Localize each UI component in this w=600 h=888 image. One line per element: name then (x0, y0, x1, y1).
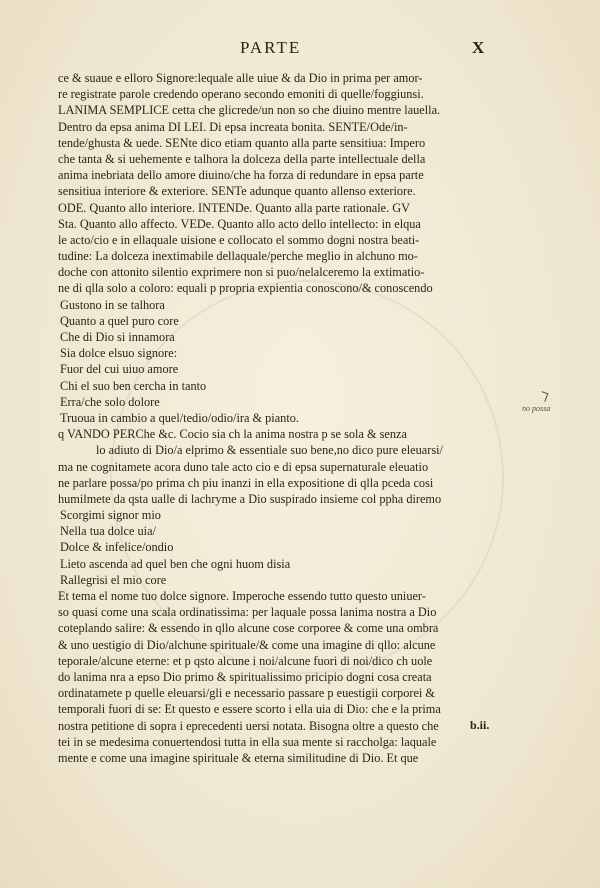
text-line: re registrate parole credendo operano secondo emoniti di quelle/foggiunsi. (58, 87, 424, 102)
text-line: & uno uestigio di Dio/alchune spirituale/& come una imagine di qllo: alcune (58, 637, 436, 652)
text-line: LANIMA SEMPLICE cetta che glicrede/un non so che diuino mentre lauella. (58, 103, 441, 118)
text-line: ce & suaue e elloro Signore:lequale alle uiue & da Dio in prima per amor- (58, 71, 423, 85)
verse-line: Che di Dio si innamora (60, 330, 175, 344)
verse-line: Gustono in se talhora (60, 297, 165, 312)
verse-line: Sia dolce elsuo signore: (60, 346, 178, 361)
text-line: ODE. Quanto allo interiore. INTENDe. Quanto alla parte rationale. GV (58, 200, 411, 215)
text-line: le acto/cio e in ellaquale uisione e collocato el sommo dogni nostra beati- (58, 232, 420, 247)
text-line: lo adiuto di Dio/a elprimo & essentiale suo bene,no dico pure eleuarsi/ (96, 443, 443, 458)
verse-line: Quanto a quel puro core (60, 313, 179, 328)
text-line: ma ne cognitamete acora duno tale acto cio e di epsa supernaturale eleuatio (58, 459, 429, 474)
text-line: Et tema el nome tuo dolce signore. Imperoche essendo tutto questo uniuer- (58, 589, 426, 603)
margin-note: no possa (522, 404, 551, 413)
verse-line: Nella tua dolce uia/ (60, 524, 156, 539)
marginal-ink-mark (539, 391, 549, 402)
verse-line: Scorgimi signor mio (60, 508, 161, 523)
verse-line: Truoua in cambio a quel/tedio/odio/ira & pianto. (60, 410, 299, 425)
text-line: ordinatamete p quelle eleuarsi/gli e necessario passare p euestigii corporei & (58, 686, 435, 701)
page-title: PARTE (240, 38, 302, 57)
text-line: do lanima nra a epso Dio primo & spiritualissimo pricipio dogni cosa creata (58, 669, 432, 684)
verse-line: Erra/che solo dolore (60, 394, 160, 409)
text-line: doche con attonito silentio exprimere non si puo/nelalceremo la extimatio- (58, 265, 425, 280)
text-line: tei in se medesima conuertendosi tutta in ella sua mente si raccholga: laquale (58, 734, 437, 749)
text-line: ne di qlla solo a coloro: equali p propria expientia conoscono/& conoscendo (58, 281, 433, 296)
signature-mark: b.ii. (470, 718, 490, 732)
verse-line: Chi el suo ben cercha in tanto (60, 378, 207, 393)
body-text (58, 70, 518, 766)
text-line: q VANDO PERChe &c. Cocio sia ch la anima nostra p se sola & senza (58, 427, 407, 442)
text-line: Dentro da epsa anima DI LEI. Di epsa increata bonita. SENTE/Ode/in- (58, 119, 408, 134)
verse-line: Lieto ascenda ad quel ben che ogni huom disia (60, 556, 291, 571)
text-line: tende/ghusta & uede. SENte dico etiam quanto alla parte sensitiua: Impero (58, 135, 426, 150)
text-line: coteplando salire: & essendo in qllo alcune cose corporee & come una ombra (58, 621, 439, 636)
text-line: so quasi come una scala ordinatissima: per laquale possa lanima nostra a Dio (58, 605, 437, 620)
text-line: tudine: La dolceza inextimabile dellaquale/perche meglio in alchuno mo- (58, 249, 418, 264)
text-line: temporali fuori di se: Et questo e essere scorto i ella uia di Dio: che e la prima (58, 702, 441, 717)
verse-line: Fuor del cui uiuo amore (60, 362, 179, 377)
text-line: nostra petitione di sopra i eprecedenti uersi notata. Bisogna oltre a questo che (58, 718, 439, 733)
text-line: anima inebriata dello amore diuino/che ha forza di redundare in epsa parte (58, 168, 424, 183)
text-line: sensitiua interiore & exteriore. SENTe adunque quanto allenso exteriore. (58, 184, 416, 199)
text-line: teporale/alcune eterne: et p qsto alcune i noi/alcune fuori di noi/dico ch uole (58, 653, 433, 668)
verse-line: Dolce & infelice/ondio (60, 540, 174, 555)
text-line: mente e come una imagine spirituale & eterna similitudine di Dio. Et que (58, 750, 419, 765)
folio-number: X (472, 38, 487, 57)
running-header (0, 38, 600, 60)
verse-line: Rallegrisi el mio core (60, 572, 167, 587)
text-line: che tanta & si uehemente e talhora la dolceza della parte intellectuale della (58, 151, 426, 166)
text-line: humilmete da qsta ualle di lachryme a Dio suspirado insieme col ppha diremo (58, 491, 442, 506)
text-line: ne parlare possa/po prima ch piu inanzi in ella expositione di qlla pceda cosi (58, 475, 434, 490)
text-line: Sta. Quanto allo affecto. VEDe. Quanto allo acto dello intellecto: in elqua (58, 216, 421, 231)
